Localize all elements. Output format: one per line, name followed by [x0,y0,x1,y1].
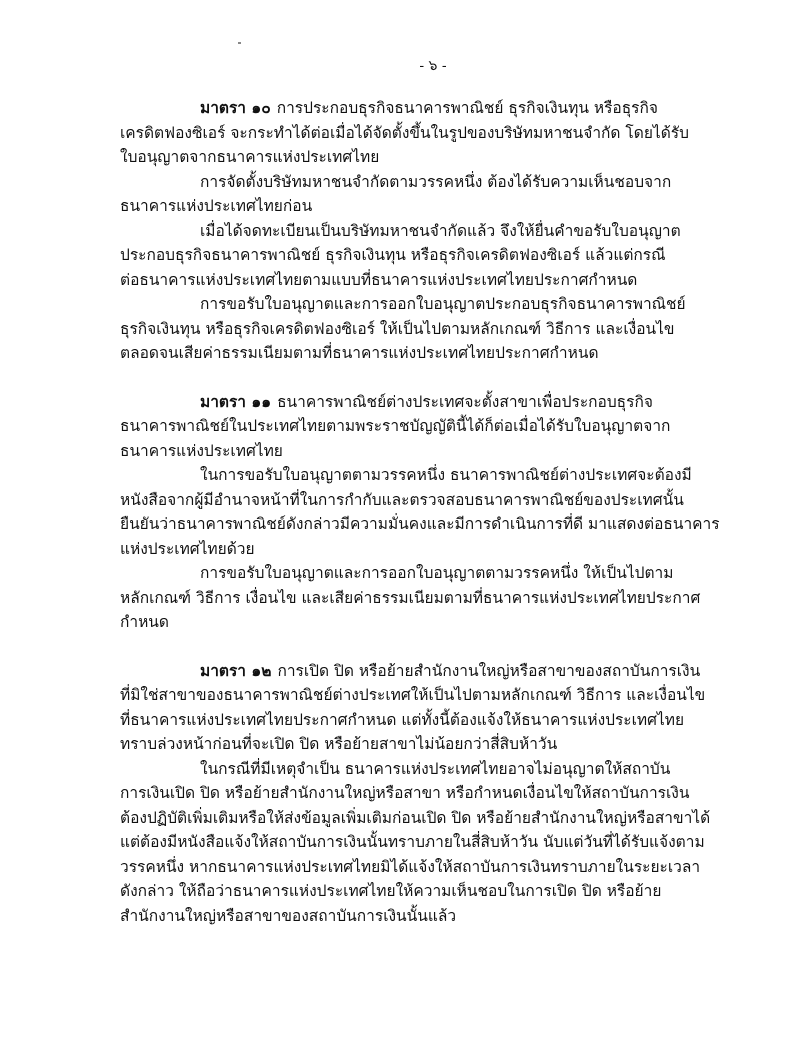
line-text: ต่อธนาคารแห่งประเทศไทยตามแบบที่ธนาคารแห่งประเทศไทยประกาศกำหนด [120,270,638,289]
line-text: ในกรณีที่มีเหตุจำเป็น ธนาคารแห่งประเทศไทยอาจไม่อนุญาตให้สถาบัน [200,759,671,778]
text-line [120,806,711,831]
text-line [120,561,680,586]
text-line [120,904,680,929]
section-number: มาตรา ๑๐ [200,98,271,117]
text-line [120,292,686,317]
line-text: ยืนยันว่าธนาคารพาณิชย์ดังกล่าวมีความมั่นคงและมีการดำเนินการที่ดี มาแสดงต่อธนาคาร [120,515,720,533]
line-text: เครดิตฟองซิเอร์ จะกระทำได้ต่อเมื่อได้จัดตั้งขึ้นในรูปของบริษัทมหาชนจำกัด โดยได้รับ [120,123,689,142]
line-text: การจัดตั้งบริษัทมหาชนจำกัดตามวรรคหนึ่ง ต้องได้รับความเห็นชอบจาก [200,172,672,191]
text-line [120,219,680,244]
paragraph [120,561,701,635]
text-line [120,243,680,268]
paragraph [120,659,706,757]
text-line [120,757,680,782]
text-line [120,96,680,121]
line-text: ใบอนุญาตจากธนาคารแห่งประเทศไทย [120,148,380,166]
text-line [120,708,685,733]
line-text: หลักเกณฑ์ วิธีการ เงื่อนไข และเสียค่าธรรมเนียมตามที่ธนาคารแห่งประเทศไทยประกาศ [120,588,701,607]
line-text: การเงินเปิด ปิด หรือย้ายสำนักงานใหญ่หรือสาขา หรือกำหนดเงื่อนไขให้สถาบันการเงิน [120,784,690,802]
line-text: แห่งประเทศไทยด้วย [120,539,255,558]
line-text: ทราบล่วงหน้าก่อนที่จะเปิด ปิด หรือย้ายสาขาไม่น้อยกว่าสี่สิบห้าวัน [120,735,558,753]
text-line [120,341,680,366]
text-line [120,170,680,195]
line-text: ธนาคารพาณิชย์ต่างประเทศจะตั้งสาขาเพื่อประกอบธุรกิจ [277,392,653,411]
line-text: การขอรับใบอนุญาตและการออกใบอนุญาตประกอบธุรกิจธนาคารพาณิชย์ [200,295,686,313]
line-text: ธนาคารแห่งประเทศไทย [120,441,283,460]
line-text: การขอรับใบอนุญาตและการออกใบอนุญาตตามวรรคหนึ่ง ให้เป็นไปตาม [200,564,674,582]
line-text: การเปิด ปิด หรือย้ายสำนักงานใหญ่หรือสาขาของสถาบันการเงิน [277,661,701,680]
line-text: เมื่อได้จดทะเบียนเป็นบริษัทมหาชนจำกัดแล้ว จึงให้ยื่นคำขอรับใบอนุญาต [200,221,681,240]
line-text: หนังสือจากผู้มีอำนาจหน้าที่ในการกำกับและตรวจสอบธนาคารพาณิชย์ของประเทศนั้น [120,490,684,509]
text-line [120,732,680,757]
text-line [120,145,680,170]
line-text: ที่มิใช่สาขาของธนาคารพาณิชย์ต่างประเทศให้เป็นไปตามหลักเกณฑ์ วิธีการ และเงื่อนไข [120,686,706,704]
line-text: ต้องปฏิบัติเพิ่มเติมหรือให้ส่งข้อมูลเพิ่มเติมก่อนเปิด ปิด หรือย้ายสำนักงานใหญ่หรือสาขาได้ [120,808,711,827]
line-text: กำหนด [120,613,169,631]
section [120,390,720,635]
paragraph [120,170,680,219]
document-body [120,96,720,952]
paragraph [120,96,689,170]
text-line [120,194,680,219]
line-text: ตลอดจนเสียค่าธรรมเนียมตามที่ธนาคารแห่งประเทศไทยประกาศกำหนด [120,344,599,362]
paragraph [120,463,720,561]
paragraph [120,390,680,464]
text-line [120,879,680,904]
scan-speck [238,42,241,44]
text-line [120,683,706,708]
line-text: ในการขอรับใบอนุญาตตามวรรคหนึ่ง ธนาคารพาณิชย์ต่างประเทศจะต้องมี [200,466,692,484]
paragraph [120,757,711,929]
section-number: มาตรา ๑๑ [200,391,272,411]
text-line [120,512,720,537]
line-text: ดังกล่าว ให้ถือว่าธนาคารแห่งประเทศไทยให้ความเห็นชอบในการเปิด ปิด หรือย้าย [120,882,662,900]
text-line [120,610,680,635]
text-line [120,488,684,513]
text-line [120,268,680,293]
text-line [120,855,701,880]
section-number: มาตรา ๑๒ [200,660,272,680]
line-text: แต่ต้องมีหนังสือแจ้งให้สถาบันการเงินนั้นทราบภายในสี่สิบห้าวัน นับแต่วันที่ได้รับแจ้งตาม [120,833,705,851]
paragraph [120,219,680,293]
line-text: สำนักงานใหญ่หรือสาขาของสถาบันการเงินนั้นแล้ว [120,906,457,925]
section [120,96,689,366]
text-line [120,537,680,562]
paragraph [120,292,686,366]
line-text: การประกอบธุรกิจธนาคารพาณิชย์ ธุรกิจเงินทุน หรือธุรกิจ [276,99,658,117]
line-text: ธนาคารแห่งประเทศไทยก่อน [120,197,313,215]
section [120,659,711,929]
text-line [120,390,680,415]
text-line [120,463,692,488]
text-line [120,317,680,342]
line-text: ประกอบธุรกิจธนาคารพาณิชย์ ธุรกิจเงินทุน หรือธุรกิจเครดิตฟองซิเอร์ แล้วแต่กรณี [120,246,666,264]
text-line [120,830,705,855]
text-line [120,414,680,439]
line-text: ที่ธนาคารแห่งประเทศไทยประกาศกำหนด แต่ทั้งนี้ต้องแจ้งให้ธนาคารแห่งประเทศไทย [120,710,685,729]
text-line [120,121,689,146]
text-line [120,439,680,464]
line-text: ธนาคารพาณิชย์ในประเทศไทยตามพระราชบัญญัตินี้ได้ก็ต่อเมื่อได้รับใบอนุญาตจาก [120,417,671,435]
page-number: - ๖ - [419,58,447,74]
text-line [120,781,690,806]
line-text: ธุรกิจเงินทุน หรือธุรกิจเครดิตฟองซิเอร์ ให้เป็นไปตามหลักเกณฑ์ วิธีการ และเงื่อนไข [120,319,675,338]
line-text: วรรคหนึ่ง หากธนาคารแห่งประเทศไทยมิได้แจ้งให้สถาบันการเงินทราบภายในระยะเวลา [120,857,701,876]
text-line [120,659,701,684]
text-line [120,586,701,611]
